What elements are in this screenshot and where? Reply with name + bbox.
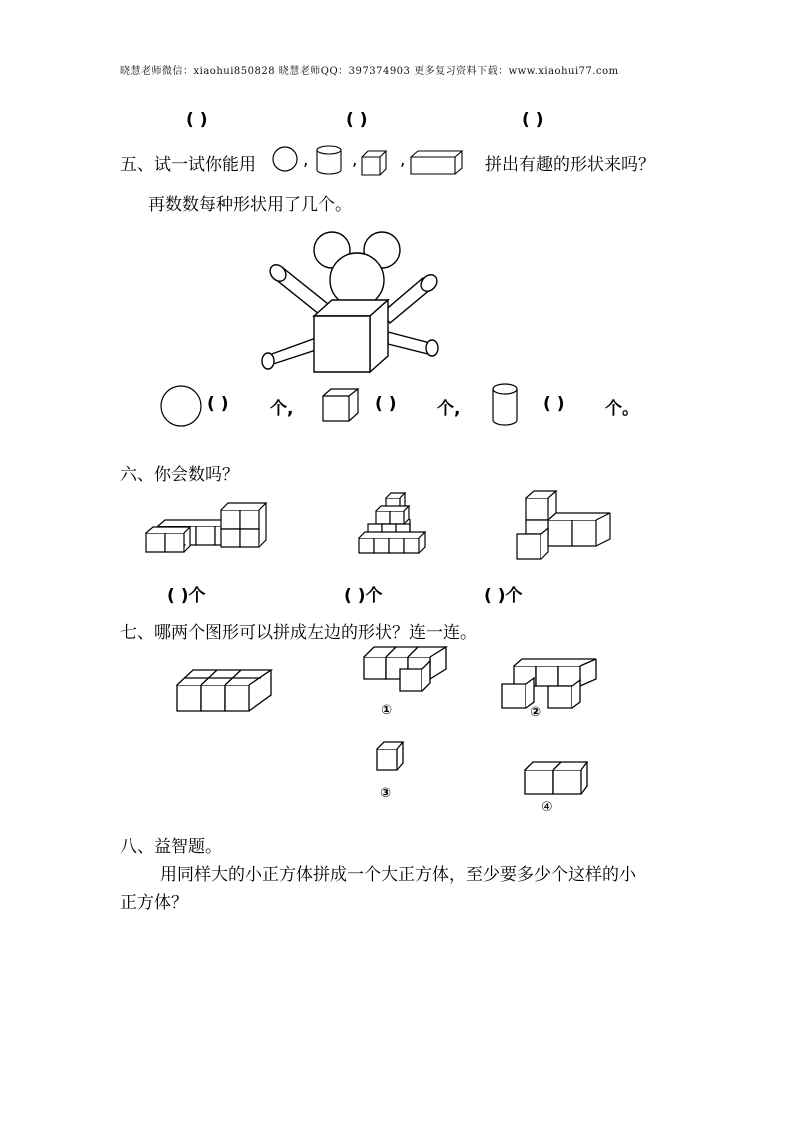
cube-stack-figure-3 xyxy=(514,490,614,562)
q7-title: 七、哪两个图形可以拼成左边的形状？连一连。 xyxy=(120,623,477,643)
count-blank[interactable]: ( ) xyxy=(543,394,565,414)
option-4-figure[interactable] xyxy=(523,760,589,796)
shape-robot-figure xyxy=(260,228,445,378)
option-label: ③ xyxy=(380,786,392,801)
answer-blank[interactable]: ( )个 xyxy=(484,586,523,606)
count-blank[interactable]: ( ) xyxy=(207,394,229,414)
answer-blank[interactable]: ( ) xyxy=(346,110,368,130)
q5-title-suffix: 拼出有趣的形状来吗？ xyxy=(485,155,655,175)
cube-stack-figure-1 xyxy=(145,500,270,558)
answer-blank[interactable]: ( )个 xyxy=(167,586,206,606)
comma: , xyxy=(303,150,309,170)
answer-blank[interactable]: ( ) xyxy=(186,110,208,130)
answer-blank[interactable]: ( )个 xyxy=(344,586,383,606)
circle-icon xyxy=(160,385,202,427)
cylinder-icon xyxy=(491,383,519,427)
cube-icon xyxy=(322,388,360,422)
option-1-figure[interactable] xyxy=(362,645,450,693)
option-2-figure[interactable] xyxy=(500,658,600,710)
option-label: ④ xyxy=(541,800,553,815)
q6-title: 六、你会数吗？ xyxy=(120,465,239,485)
cylinder-icon xyxy=(315,145,343,175)
option-label: ② xyxy=(530,705,542,720)
q8-title: 八、益智题。 xyxy=(120,837,222,857)
comma: , xyxy=(352,150,358,170)
cube-icon xyxy=(361,150,389,176)
count-unit: 个, xyxy=(437,399,461,419)
option-3-figure[interactable] xyxy=(375,740,405,772)
q5-title-prefix: 五、试一试你能用 xyxy=(120,155,256,175)
page-header: 晓慧老师微信：xiaohui850828 晓慧老师QQ：397374903 更多复习资料下载：www.xiaohui77.com xyxy=(120,66,619,77)
count-blank[interactable]: ( ) xyxy=(375,394,397,414)
q5-subtitle: 再数数每种形状用了几个。 xyxy=(148,195,352,215)
count-unit: 个。 xyxy=(605,399,639,419)
count-unit: 个, xyxy=(270,399,294,419)
circle-icon xyxy=(272,146,298,172)
q8-body: 用同样大的小正方体拼成一个大正方体，至少要多少个这样的小 xyxy=(160,865,636,885)
answer-blank[interactable]: ( ) xyxy=(522,110,544,130)
cuboid-icon xyxy=(410,150,464,176)
q8-body: 正方体？ xyxy=(120,893,188,913)
cube-stack-figure-2 xyxy=(358,492,432,558)
target-shape-figure xyxy=(175,665,275,715)
option-label: ① xyxy=(381,703,393,718)
comma: , xyxy=(400,150,406,170)
